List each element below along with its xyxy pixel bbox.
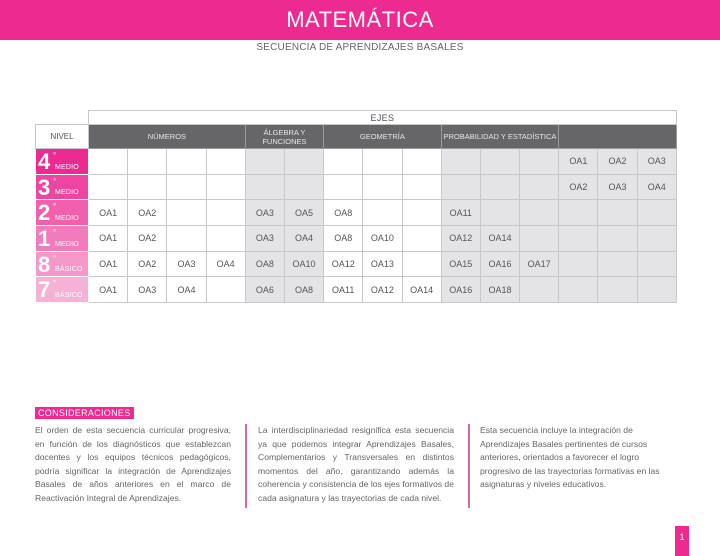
oa-cell: OA10 <box>363 226 402 252</box>
ejes-header-row <box>36 111 677 125</box>
oa-cell <box>480 200 519 226</box>
oa-cell <box>128 174 167 200</box>
level-type: MEDIO <box>55 215 79 223</box>
oa-cell <box>598 226 637 252</box>
oa-cell: OA1 <box>89 226 128 252</box>
oa-cell <box>245 149 284 175</box>
ordinal-mark: ° <box>53 202 57 212</box>
oa-cell: OA2 <box>128 251 167 277</box>
oa-cell: OA3 <box>637 149 676 175</box>
oa-cell <box>559 251 598 277</box>
level-number: 2 <box>38 200 51 226</box>
axis-header <box>559 125 677 149</box>
axes-header-row <box>36 125 677 149</box>
axis-header: PROBABILIDAD Y ESTADÍSTICA <box>441 125 559 149</box>
oa-cell: OA17 <box>520 251 559 277</box>
level-type: BÁSICO <box>55 292 83 300</box>
oa-cell: OA5 <box>284 200 323 226</box>
oa-cell: OA11 <box>324 277 363 303</box>
oa-cell <box>637 277 676 303</box>
oa-cell: OA8 <box>324 226 363 252</box>
oa-cell <box>402 251 441 277</box>
oa-cell <box>598 277 637 303</box>
oa-cell <box>324 149 363 175</box>
level-type: BÁSICO <box>55 266 83 274</box>
oa-cell <box>402 174 441 200</box>
oa-cell: OA3 <box>598 174 637 200</box>
level-label <box>36 277 89 303</box>
ordinal-mark: ° <box>53 279 57 289</box>
table-row <box>36 226 677 252</box>
consideracion-paragraph-3: Esta secuencia incluye la integración de Aprendizajes Basales pertinentes de cursos anteriores, orientados a favorecer el logro progresivo de las trayectorias formativas en las asignaturas y niveles educativos. <box>480 425 660 489</box>
oa-cell <box>89 174 128 200</box>
level-label <box>36 149 89 175</box>
oa-cell <box>324 174 363 200</box>
blank-corner <box>36 111 89 125</box>
oa-cell <box>402 226 441 252</box>
page-title: MATEMÁTICA <box>286 7 434 32</box>
oa-cell: OA3 <box>128 277 167 303</box>
oa-cell <box>559 200 598 226</box>
table-row <box>36 251 677 277</box>
oa-cell: OA3 <box>245 200 284 226</box>
oa-cell <box>284 149 323 175</box>
oa-cell: OA2 <box>128 226 167 252</box>
oa-cell: OA1 <box>89 277 128 303</box>
sequence-table <box>35 110 677 303</box>
oa-cell: OA8 <box>324 200 363 226</box>
oa-cell: OA14 <box>402 277 441 303</box>
oa-cell: OA14 <box>480 226 519 252</box>
oa-cell <box>206 200 245 226</box>
oa-cell: OA10 <box>284 251 323 277</box>
oa-cell <box>89 149 128 175</box>
level-label <box>36 226 89 252</box>
level-label <box>36 200 89 226</box>
ejes-header: EJES <box>89 111 677 125</box>
oa-cell <box>167 149 206 175</box>
table-row <box>36 149 677 175</box>
nivel-header: NIVEL <box>36 125 89 149</box>
table-row <box>36 174 677 200</box>
column-divider <box>245 424 247 508</box>
oa-cell: OA16 <box>441 277 480 303</box>
level-number: 7 <box>38 277 51 303</box>
oa-cell: OA4 <box>637 174 676 200</box>
oa-cell <box>128 149 167 175</box>
oa-cell: OA4 <box>284 226 323 252</box>
oa-cell <box>598 200 637 226</box>
oa-cell <box>441 149 480 175</box>
oa-cell <box>402 149 441 175</box>
axis-header: GEOMETRÍA <box>324 125 442 149</box>
level-type: MEDIO <box>55 240 79 248</box>
oa-cell <box>167 226 206 252</box>
consideracion-paragraph-1: El orden de esta secuencia curricular progresiva, en función de los diagnósticos que establezcan docentes y los equipos técnicos pedagógicos, podría significar la integración de Aprendizajes Basales de años anteriores en el marco de Reactivación Integral de Aprendizajes. <box>35 425 231 503</box>
oa-cell: OA16 <box>480 251 519 277</box>
oa-cell: OA4 <box>167 277 206 303</box>
oa-cell: OA4 <box>206 251 245 277</box>
oa-cell: OA15 <box>441 251 480 277</box>
table-body <box>36 149 677 303</box>
oa-cell: OA3 <box>167 251 206 277</box>
column-divider <box>468 424 470 508</box>
oa-cell <box>520 277 559 303</box>
oa-cell: OA1 <box>559 149 598 175</box>
title-banner <box>0 0 720 40</box>
level-label <box>36 174 89 200</box>
level-type: MEDIO <box>55 189 79 197</box>
page-number: 1 <box>675 526 689 556</box>
oa-cell: OA12 <box>363 277 402 303</box>
consideraciones-label: CONSIDERACIONES <box>35 407 134 419</box>
oa-cell: OA2 <box>128 200 167 226</box>
oa-cell: OA1 <box>89 251 128 277</box>
level-number: 4 <box>38 149 51 174</box>
ordinal-mark: ° <box>53 228 57 238</box>
oa-cell: OA13 <box>363 251 402 277</box>
ordinal-mark: ° <box>53 253 57 263</box>
level-type: MEDIO <box>55 163 79 171</box>
ordinal-mark: ° <box>53 176 57 186</box>
oa-cell <box>402 200 441 226</box>
consideracion-paragraph-2: La interdisciplinariedad resignifica esta secuencia ya que podemos integrar Aprendizajes Basales, Complementarios y Transversales en distintos momentos del año, garantizando además la coherencia y consistencia de los ejes formativos de cada asignatura y las trayectorias de cada nivel. <box>258 425 454 503</box>
oa-cell <box>206 277 245 303</box>
oa-cell <box>206 174 245 200</box>
oa-cell <box>363 174 402 200</box>
oa-cell <box>206 149 245 175</box>
ordinal-mark: ° <box>53 151 57 160</box>
oa-cell <box>637 251 676 277</box>
oa-cell: OA2 <box>598 149 637 175</box>
oa-cell: OA11 <box>441 200 480 226</box>
table-row <box>36 200 677 226</box>
page-subtitle: SECUENCIA DE APRENDIZAJES BASALES <box>256 42 464 53</box>
oa-cell: OA18 <box>480 277 519 303</box>
oa-cell: OA8 <box>284 277 323 303</box>
oa-cell: OA12 <box>324 251 363 277</box>
oa-cell <box>441 174 480 200</box>
table-row <box>36 277 677 303</box>
oa-cell <box>167 174 206 200</box>
level-number: 1 <box>38 226 51 252</box>
oa-cell <box>520 200 559 226</box>
level-number: 8 <box>38 251 51 277</box>
oa-cell: OA2 <box>559 174 598 200</box>
level-number: 3 <box>38 174 51 200</box>
oa-cell: OA3 <box>245 226 284 252</box>
axis-header: NÚMEROS <box>89 125 246 149</box>
oa-cell <box>520 174 559 200</box>
oa-cell <box>520 226 559 252</box>
oa-cell <box>480 174 519 200</box>
oa-cell: OA8 <box>245 251 284 277</box>
level-label <box>36 251 89 277</box>
axis-header: ÁLGEBRA Y FUNCIONES <box>245 125 323 149</box>
oa-cell <box>363 200 402 226</box>
oa-cell <box>637 226 676 252</box>
oa-cell <box>245 174 284 200</box>
oa-cell: OA6 <box>245 277 284 303</box>
oa-cell <box>206 226 245 252</box>
oa-cell <box>559 226 598 252</box>
oa-cell <box>363 149 402 175</box>
oa-cell <box>284 174 323 200</box>
oa-cell <box>480 149 519 175</box>
oa-cell: OA1 <box>89 200 128 226</box>
oa-cell <box>520 149 559 175</box>
oa-cell: OA12 <box>441 226 480 252</box>
oa-cell <box>637 200 676 226</box>
oa-cell <box>167 200 206 226</box>
oa-cell <box>598 251 637 277</box>
oa-cell <box>559 277 598 303</box>
